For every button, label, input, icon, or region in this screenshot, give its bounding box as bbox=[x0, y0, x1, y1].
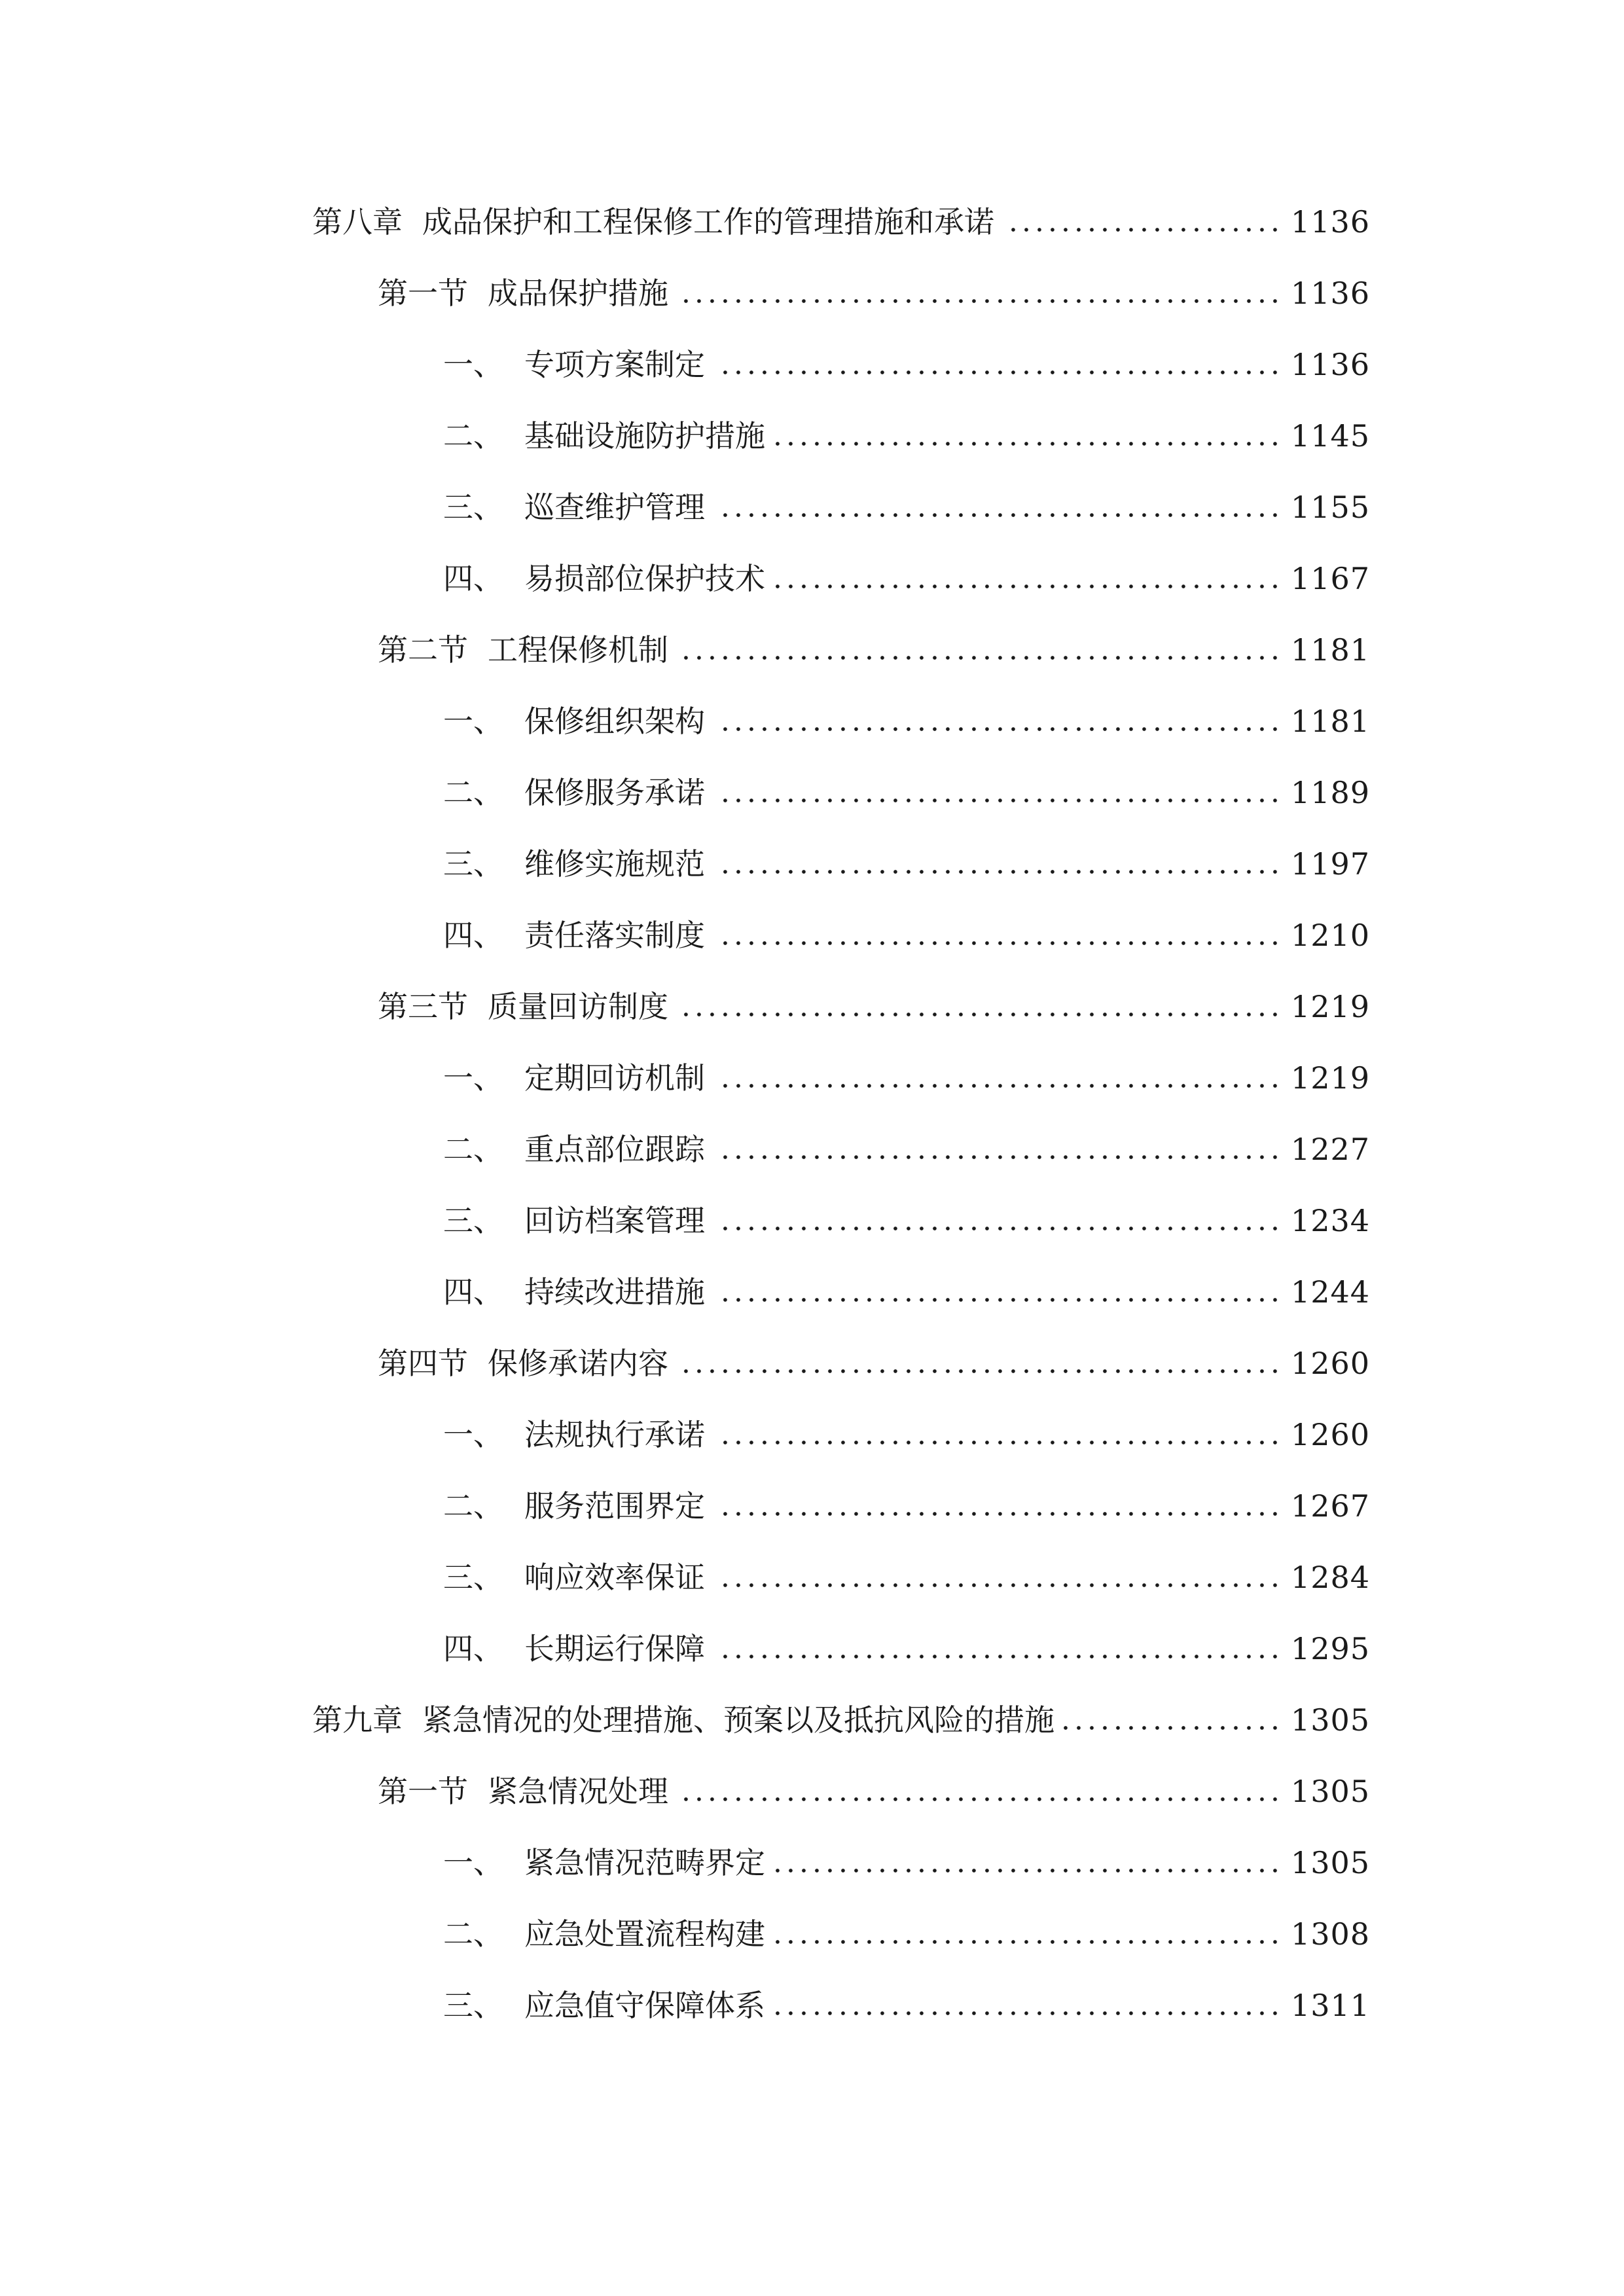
toc-entry-item[interactable] bbox=[443, 403, 1370, 455]
entry-title: 响应效率保证 bbox=[524, 1560, 705, 1595]
toc-entry-item[interactable] bbox=[443, 545, 1370, 598]
entry-number: 一、 bbox=[443, 347, 503, 382]
entry-number: 第九章 bbox=[312, 1702, 403, 1738]
toc-entry-item[interactable] bbox=[443, 831, 1370, 883]
dot-leader bbox=[714, 798, 1282, 802]
entry-page-number: 1244 bbox=[1290, 1274, 1370, 1310]
toc-entry-item[interactable] bbox=[443, 1473, 1370, 1525]
toc-entry-chapter[interactable] bbox=[312, 188, 1370, 241]
entry-page-number: 1305 bbox=[1290, 1845, 1370, 1880]
entry-number: 四、 bbox=[443, 1631, 503, 1666]
dot-leader bbox=[774, 584, 1282, 588]
entry-number: 三、 bbox=[443, 1988, 503, 2023]
entry-title: 应急处置流程构建 bbox=[524, 1916, 765, 1952]
dot-leader bbox=[714, 1583, 1282, 1587]
toc-entry-item[interactable] bbox=[443, 1615, 1370, 1668]
toc-entry-item[interactable] bbox=[443, 1829, 1370, 1882]
entry-page-number: 1260 bbox=[1290, 1346, 1370, 1381]
entry-number: 第三节 bbox=[378, 989, 468, 1024]
entry-title: 重点部位跟踪 bbox=[524, 1132, 705, 1167]
toc-entry-item[interactable] bbox=[443, 688, 1370, 740]
entry-title: 法规执行承诺 bbox=[524, 1417, 705, 1452]
dot-leader bbox=[677, 1369, 1282, 1373]
entry-number: 三、 bbox=[443, 1203, 503, 1238]
entry-number: 一、 bbox=[443, 1417, 503, 1452]
entry-title: 应急值守保障体系 bbox=[524, 1988, 765, 2023]
toc-entry-item[interactable] bbox=[443, 759, 1370, 812]
entry-title: 服务范围界定 bbox=[524, 1488, 705, 1524]
dot-leader bbox=[774, 442, 1282, 446]
toc-entry-section[interactable] bbox=[378, 617, 1370, 669]
dot-leader bbox=[714, 1655, 1282, 1659]
entry-title: 基础设施防护措施 bbox=[524, 418, 765, 454]
entry-page-number: 1136 bbox=[1290, 276, 1370, 311]
toc-entry-item[interactable] bbox=[443, 331, 1370, 384]
entry-number: 三、 bbox=[443, 490, 503, 525]
entry-number: 第二节 bbox=[378, 632, 468, 668]
toc-entry-item[interactable] bbox=[443, 1544, 1370, 1596]
entry-page-number: 1219 bbox=[1290, 1060, 1370, 1096]
entry-page-number: 1167 bbox=[1290, 561, 1370, 596]
entry-title: 回访档案管理 bbox=[524, 1203, 705, 1238]
entry-page-number: 1181 bbox=[1290, 632, 1370, 668]
entry-title: 紧急情况处理 bbox=[488, 1774, 668, 1809]
dot-leader bbox=[714, 1155, 1282, 1159]
toc-entry-section[interactable] bbox=[378, 260, 1370, 312]
toc-entry-item[interactable] bbox=[443, 1259, 1370, 1311]
dot-leader bbox=[677, 299, 1282, 303]
toc-entry-chapter[interactable] bbox=[312, 1687, 1370, 1739]
entry-title: 巡查维护管理 bbox=[524, 490, 705, 525]
dot-leader bbox=[1003, 228, 1282, 232]
entry-title: 维修实施规范 bbox=[524, 846, 705, 882]
entry-page-number: 1295 bbox=[1290, 1631, 1370, 1666]
entry-page-number: 1136 bbox=[1290, 204, 1370, 240]
entry-number: 第一节 bbox=[378, 1774, 468, 1809]
entry-title: 定期回访机制 bbox=[524, 1060, 705, 1096]
entry-page-number: 1267 bbox=[1290, 1488, 1370, 1524]
entry-page-number: 1181 bbox=[1290, 704, 1370, 739]
dot-leader bbox=[677, 656, 1282, 660]
entry-page-number: 1227 bbox=[1290, 1132, 1370, 1167]
dot-leader bbox=[714, 870, 1282, 874]
dot-leader bbox=[714, 941, 1282, 945]
dot-leader bbox=[714, 370, 1282, 374]
entry-page-number: 1234 bbox=[1290, 1203, 1370, 1238]
dot-leader bbox=[714, 1227, 1282, 1230]
dot-leader bbox=[774, 1869, 1282, 1873]
entry-number: 第一节 bbox=[378, 276, 468, 311]
toc-entry-item[interactable] bbox=[443, 1901, 1370, 1953]
entry-title: 成品保护措施 bbox=[488, 276, 668, 311]
entry-number: 四、 bbox=[443, 918, 503, 953]
toc-entry-item[interactable] bbox=[443, 1045, 1370, 1097]
entry-page-number: 1155 bbox=[1290, 490, 1370, 525]
toc-entry-item[interactable] bbox=[443, 474, 1370, 526]
toc-entry-item[interactable] bbox=[443, 1116, 1370, 1168]
dot-leader bbox=[714, 513, 1282, 517]
entry-title: 质量回访制度 bbox=[488, 989, 668, 1024]
entry-number: 二、 bbox=[443, 775, 503, 810]
entry-number: 一、 bbox=[443, 704, 503, 739]
entry-title: 保修组织架构 bbox=[524, 704, 705, 739]
entry-number: 二、 bbox=[443, 418, 503, 454]
toc-entry-section[interactable] bbox=[378, 973, 1370, 1026]
toc-entry-section[interactable] bbox=[378, 1330, 1370, 1382]
entry-page-number: 1210 bbox=[1290, 918, 1370, 953]
entry-page-number: 1189 bbox=[1290, 775, 1370, 810]
entry-number: 三、 bbox=[443, 846, 503, 882]
entry-title: 持续改进措施 bbox=[524, 1274, 705, 1310]
entry-page-number: 1311 bbox=[1290, 1988, 1370, 2023]
dot-leader bbox=[714, 1441, 1282, 1444]
entry-number: 一、 bbox=[443, 1845, 503, 1880]
entry-title: 保修服务承诺 bbox=[524, 775, 705, 810]
entry-title: 长期运行保障 bbox=[524, 1631, 705, 1666]
entry-page-number: 1260 bbox=[1290, 1417, 1370, 1452]
entry-title: 紧急情况范畴界定 bbox=[524, 1845, 765, 1880]
entry-number: 三、 bbox=[443, 1560, 503, 1595]
dot-leader bbox=[1064, 1726, 1282, 1730]
entry-number: 二、 bbox=[443, 1132, 503, 1167]
entry-page-number: 1197 bbox=[1290, 846, 1370, 882]
entry-number: 第八章 bbox=[312, 204, 403, 240]
entry-number: 第四节 bbox=[378, 1346, 468, 1381]
entry-page-number: 1219 bbox=[1290, 989, 1370, 1024]
entry-title: 工程保修机制 bbox=[488, 632, 668, 668]
entry-title: 责任落实制度 bbox=[524, 918, 705, 953]
entry-title: 易损部位保护技术 bbox=[524, 561, 765, 596]
entry-page-number: 1136 bbox=[1290, 347, 1370, 382]
entry-title: 保修承诺内容 bbox=[488, 1346, 668, 1381]
toc-entry-section[interactable] bbox=[378, 1758, 1370, 1810]
toc-entry-item[interactable] bbox=[443, 1401, 1370, 1454]
entry-page-number: 1305 bbox=[1290, 1774, 1370, 1809]
entry-number: 四、 bbox=[443, 561, 503, 596]
dot-leader bbox=[714, 727, 1282, 731]
entry-title: 成品保护和工程保修工作的管理措施和承诺 bbox=[422, 204, 994, 240]
dot-leader bbox=[714, 1084, 1282, 1088]
dot-leader bbox=[677, 1797, 1282, 1801]
entry-page-number: 1284 bbox=[1290, 1560, 1370, 1595]
toc-entry-item[interactable] bbox=[443, 1972, 1370, 2024]
entry-page-number: 1305 bbox=[1290, 1702, 1370, 1738]
dot-leader bbox=[677, 1013, 1282, 1016]
entry-title: 紧急情况的处理措施、预案以及抵抗风险的措施 bbox=[422, 1702, 1055, 1738]
entry-number: 二、 bbox=[443, 1488, 503, 1524]
entry-page-number: 1145 bbox=[1290, 418, 1370, 454]
dot-leader bbox=[774, 1940, 1282, 1944]
entry-number: 二、 bbox=[443, 1916, 503, 1952]
dot-leader bbox=[774, 2011, 1282, 2015]
entry-page-number: 1308 bbox=[1290, 1916, 1370, 1952]
toc-entry-item[interactable] bbox=[443, 902, 1370, 954]
dot-leader bbox=[714, 1512, 1282, 1516]
dot-leader bbox=[714, 1298, 1282, 1302]
entry-number: 一、 bbox=[443, 1060, 503, 1096]
entry-title: 专项方案制定 bbox=[524, 347, 705, 382]
toc-entry-item[interactable] bbox=[443, 1187, 1370, 1240]
entry-number: 四、 bbox=[443, 1274, 503, 1310]
